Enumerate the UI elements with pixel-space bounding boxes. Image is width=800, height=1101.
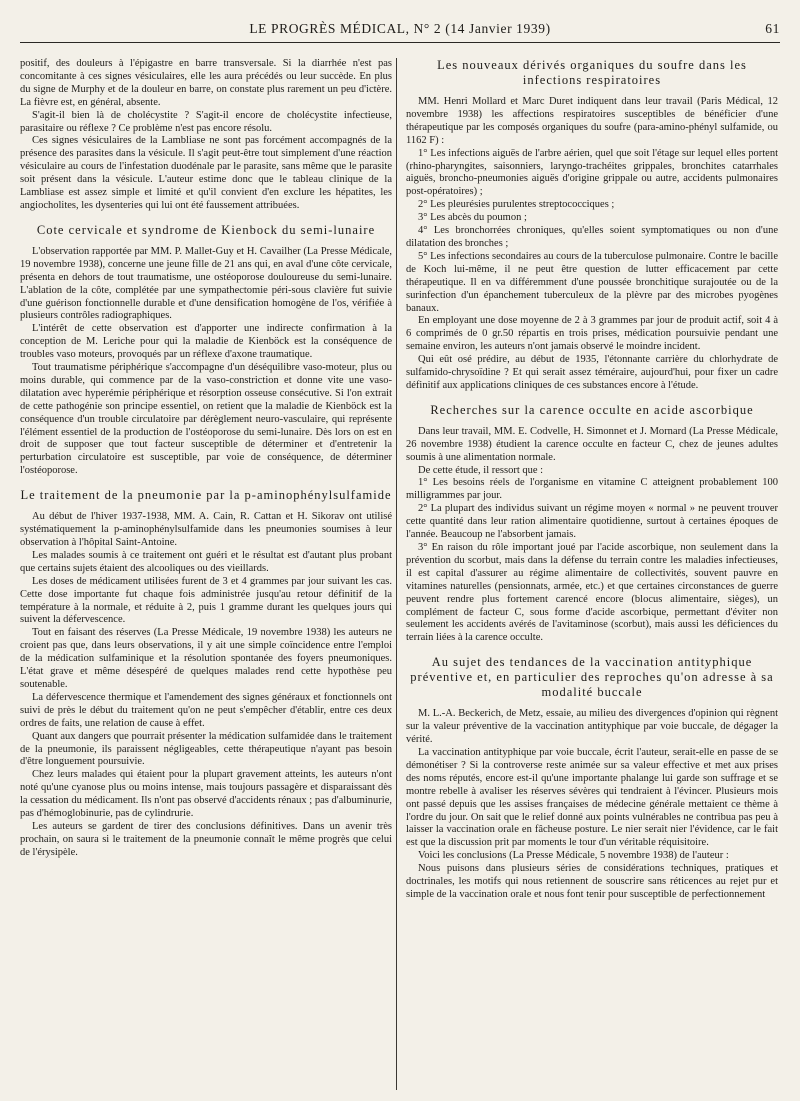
right-column [406, 58, 778, 1090]
paragraph: Les auteurs se gardent de tirer des conclusions définitives. Dans un avenir très prochain, on saura si le traitement de la pneumonie connaît le même progrès que celui de l'érysipèle. [20, 820, 392, 858]
paragraph: De cette étude, il ressort que : [418, 464, 544, 476]
paragraph: Tout en faisant des réserves (La Presse Médicale, 19 novembre 1938) les auteurs ne croient pas que, dans leurs observations, il y ait une simple coïncidence entre l'emploi de la médication sulfaminique et la résolution spontanée des foyers pneumoniques. L'état grave et même désespéré de quelques malades rend cette hypothèse peu soutenable. [20, 627, 392, 690]
paragraph: Qui eût osé prédire, au début de 1935, l'étonnante carrière du chlorhydrate de sulfamido-chrysoïdine ? Et qui serait assez téméraire, aujourd'hui, pour fixer un cadre définitif aux applications cliniques de ces substances encore à l'étude. [406, 354, 778, 391]
running-head [20, 18, 780, 43]
paragraph: L'intérêt de cette observation est d'apporter une indirecte confirmation à la conception de M. Leriche pour qui la maladie de Kienböck est la conséquence de troubles vaso moteurs, provoqués par un réflexe d'axone traumatique. [20, 323, 392, 361]
paragraph: Nous puisons dans plusieurs séries de considérations techniques, pratiques et doctrinales, les motifs qui nous retiennent de souscrire sans réticences au rejet pur et simple de la vaccination orale et nous font tenir pour susceptible de perfectionnement [406, 863, 778, 900]
left-column [20, 58, 392, 1090]
list-item: 1° Les infections aiguës de l'arbre aérien, quel que soit l'étage sur lequel elles portent (rhino-pharyngites, saisonniers, laryngo-trachéites grippales, bronchites catarrhales aiguës, broncho-pneumonies aiguës d'origine grippale ou autre, accidents pulmonaires post-opératoires) ; [406, 147, 778, 198]
column-rule [396, 58, 397, 1090]
section-heading: Recherches sur la carence occulte en acide ascorbique [430, 402, 754, 417]
list-item: 4° Les bronchorrées chroniques, qu'elles soient symptomatiques ou non d'une dilatation des bronches ; [406, 225, 778, 249]
paragraph: S'agit-il bien là de cholécystite ? S'agit-il encore de cholécystite infectieuse, parasitaire ou réflexe ? Ce problème n'est pas encore résolu. [20, 109, 392, 134]
list-item: 3° En raison du rôle important joué par l'acide ascorbique, non seulement dans la prévention du scorbut, mais dans la défense du terrain contre les maladies infectieuses, il est capital d'assurer au régime alimentaire de collectivités, souvent pauvre en vitamines naturelles (pensionnats, armée, etc.) et que certaines circonstances de guerre peuvent rendre plus fortement carencé encore (blocus alimentaire, sièges), un complément de facteur C, sous forme d'acide ascorbique, permettant d'éviter non seulement les accidents avérés de l'avitaminose (scorbut), mais aussi les déficiences du terrain liées à la carence occulte. [406, 542, 778, 644]
paragraph: Dans leur travail, MM. E. Codvelle, H. Simonnet et J. Mornard (La Presse Médicale, 26 novembre 1938) étudient la carence occulte en facteur C, chez de jeunes adultes soumis à une alimentation normale. [406, 425, 778, 463]
paragraph: Quant aux dangers que pourrait présenter la médication sulfamidée dans le traitement de la pneumonie, ils paraissent négligeables, cette thérapeutique n'ayant pas besoin d'être longuement poursuivie. [20, 730, 392, 768]
list-item: 1° Les besoins réels de l'organisme en vitamine C atteignent probablement 100 milligrammes par jour. [406, 477, 778, 502]
section-heading: Les nouveaux dérivés organiques du soufre dans les infections respiratoires [437, 58, 747, 87]
paragraph: Voici les conclusions (La Presse Médicale, 5 novembre 1938) de l'auteur : [418, 850, 729, 862]
paragraph: Chez leurs malades qui étaient pour la plupart gravement atteints, les auteurs n'ont noté qu'une cyanose plus ou moins intense, mais toujours passagère et disparaissant dès la cessation du médicament. Ils n'ont pas observé d'accidents rénaux ; pas d'albuminurie, pas d'hémoglobinurie, pas de cylindrurie. [20, 769, 392, 820]
paragraph: La défervescence thermique et l'amendement des signes généraux et fonctionnels ont suivi de près le début du traitement qu'on ne peut s'empêcher d'établir, entre ces deux ordres de faits, une relation de cause à effet. [20, 691, 392, 729]
list-item: 2° Les pleurésies purulentes streptococciques ; [418, 199, 615, 211]
page-number: 61 [765, 21, 780, 36]
paragraph: M. L.-A. Beckerich, de Metz, essaie, au milieu des divergences d'opinion qui règnent sur la valeur préventive de la vaccination antityphique par voie buccale, de dégager la vérité. [406, 708, 778, 746]
paragraph: Les malades soumis à ce traitement ont guéri et le résultat est d'autant plus probant que certains sujets étaient des alcooliques ou des vieillards. [20, 549, 392, 574]
list-item: 5° Les infections secondaires au cours de la tuberculose pulmonaire. Contre le bacille de Koch lui-même, il ne peut être question de lutter efficacement par cette thérapeutique. Il en va différemment d'une poussée bronchitique surajoutée ou de la surinfection d'un épanchement tuberculeux de la plèvre par des microbes pyogènes banaux. [406, 250, 778, 314]
paragraph: Tout traumatisme périphérique s'accompagne d'un déséquilibre vaso-moteur, plus ou moins durable, qui commence par de la vaso-constriction et donne vite une vaso-dilatation avec hyperémie périphérique et résorption osseuse consécutive. Si l'on extrait de cette pathogénie son principe essentiel, on retient que la maladie de Kienböck est la conséquence d'un trouble circulatoire par dérèglement neuro-vasculaire, qui représente l'élément essentiel de la production de l'ostéoporose du semi-lunaire. Dès lors on est en droit de supposer que tout facteur susceptible de déterminer et d'entretenir la perturbation circulatoire est susceptible, par voie de conséquence, de déterminer l'ostéoporose. [20, 362, 392, 477]
paragraph: MM. Henri Mollard et Marc Duret indiquent dans leur travail (Paris Médical, 12 novembre 1938) les affections respiratoires susceptibles de bénéficier d'une thérapeutique par les composés organiques du soufre (para-amino-phényl sulfamide, ou 1162 F) : [406, 96, 778, 146]
section-heading: Au sujet des tendances de la vaccination antityphique préventive et, en particulier des reproches qu'on adresse à sa modalité buccale [410, 655, 774, 700]
list-item: 2° La plupart des individus suivant un régime moyen « normal » ne peuvent trouver cette quantité dans leur ration alimentaire quotidienne, surtout à certaines époques de l'année. Beaucoup ne l'absorbent jamais. [406, 503, 778, 541]
paragraph: Les doses de médicament utilisées furent de 3 et 4 grammes par jour suivant les cas. Cette dose importante fut chaque fois administrée jusqu'au retour définitif de la température à la normale, et réduite à 2, puis 1 gramme durant les quelques jours qui suivent la défervescence. [20, 575, 392, 626]
section-heading: Le traitement de la pneumonie par la p-aminophénylsulfamide [20, 488, 392, 503]
paragraph: L'observation rapportée par MM. P. Mallet-Guy et H. Cavailher (La Presse Médicale, 19 novembre 1938), concerne une jeune fille de 21 ans qui, en aval d'une côte cervicale, présenta en dehors de tout traumatisme, une ostéoporose douloureuse du semi-lunaire. L'ablation de la côte, complétée par une sympathectomie péri-sous clavière fut suivie d'une guérison fonctionnelle durable et d'une densification homogène de l'os, vérifiée à plusieurs contrôles radiographiques. [20, 245, 392, 322]
paragraph: positif, des douleurs à l'épigastre en barre transversale. Si la diarrhée n'est pas concomitante à ces signes vésiculaires, elle les aura précédés ou leur succède. En plus du signe de Murphy et de la douleur en barre, on constate plus rarement un peu d'ictère. La fièvre est, en général, absente. [20, 58, 392, 108]
paragraph: Ces signes vésiculaires de la Lambliase ne sont pas forcément accompagnés de la présence des parasites dans la vésicule. Il s'agit peut-être tout simplement d'une réaction vésiculaire au cours de l'infestation duodénale par le parasite, sans même que le parasite soit présent dans la vésicule. L'auteur estime donc que le tableau clinique de la Lambliase est assez simple et limité et qu'il convient d'en exclure les hépatites, les angiocholites, les dysenteries qui lui ont été faussement attribuées. [20, 135, 392, 211]
list-item: 3° Les abcès du poumon ; [418, 212, 527, 224]
journal-title: LE PROGRÈS MÉDICAL, N° 2 (14 Janvier 1939) [249, 21, 551, 36]
section-heading: Cote cervicale et syndrome de Kienbock du semi-lunaire [36, 222, 376, 237]
paragraph: En employant une dose moyenne de 2 à 3 grammes par jour de produit actif, soit 4 à 6 comprimés de 0 gr.50 répartis en trois prises, médication poursuivie pendant une semaine environ, les auteurs n'ont jamais observé le moindre incident. [406, 315, 778, 353]
paragraph: Au début de l'hiver 1937-1938, MM. A. Cain, R. Cattan et H. Sikorav ont utilisé systématiquement la p-aminophénylsulfamide dans les pneumonies soumises à leur observation à l'hôpital Saint-Antoine. [20, 511, 392, 548]
paragraph: La vaccination antityphique par voie buccale, écrit l'auteur, serait-elle en passe de se démonétiser ? Si la controverse reste animée sur sa valeur effective et met aux prises des noms réputés, encore est-il qu'une importante phalange lui garde son suffrage et se montre rebelle à avaliser les réserves sévères qui tendraient à l'évincer. Plusieurs mois ont passé depuis que les assises françaises de médecine générale mettaient ce thème à l'ordre du jour. On sait que le relief donné aux points vulnérables ne contribua pas peu à laisser la vaccination orale en fâcheuse posture. Le nier serait nier l'évidence, car le fait est que la discussion prit par moments le tour d'un véritable réquisitoire. [406, 746, 778, 849]
